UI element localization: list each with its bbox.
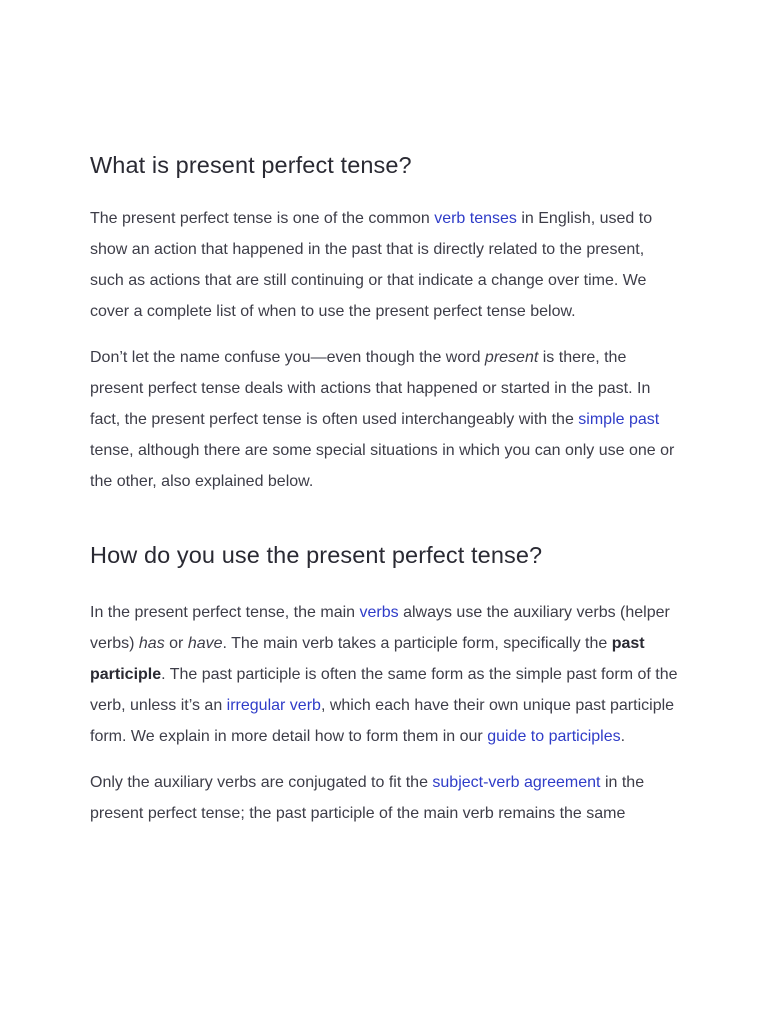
link-simple-past[interactable]: simple past [578,411,660,428]
text-span: in English, used to show an action that happened in the past that is directly related to the present, such as actions that are still continuing or that indicate a change over time. We cover a complete list of when to use the present perfect tense below. [90,210,653,320]
link-guide-to-participles[interactable]: guide to participles [487,728,621,745]
link-subject-verb-agreement[interactable]: subject-verb agreement [432,774,601,791]
link-irregular-verb[interactable]: irregular verb [226,697,321,714]
text-span: Only the auxiliary verbs are conjugated to fit the [90,774,433,791]
text-span: . The past participle is often the same form as the simple past form of the verb, unless it’s an [90,666,678,714]
text-span: or [164,635,188,652]
text-span: in the present perfect tense; the past participle of the main verb remains the same [90,774,645,822]
text-span: , which each have their own unique past participle form. We explain in more detail how to form them in our [90,697,675,745]
emphasis-has: has [138,635,165,652]
strong-past-participle: past participle [90,635,645,683]
text-span: tense, although there are some special situations in which you can only use one or the other, also explained below. [90,442,675,490]
emphasis-have: have [187,635,223,652]
text-span: . [620,728,626,745]
heading-what-is-present-perfect: What is present perfect tense? [90,152,412,178]
link-verbs[interactable]: verbs [359,604,399,621]
emphasis-present: present [484,349,539,366]
link-verb-tenses[interactable]: verb tenses [434,210,517,227]
text-span: always use the auxiliary verbs (helper verbs) [90,604,670,652]
text-span: In the present perfect tense, the main [90,604,360,621]
text-span: The present perfect tense is one of the common [90,210,435,227]
paragraph-conjugation [90,767,678,829]
heading-how-to-use: How do you use the present perfect tense? [90,542,543,568]
paragraph-intro [90,203,678,327]
paragraph-usage [90,597,678,752]
text-span: Don’t let the name confuse you—even though the word [90,349,485,366]
text-span: is there, the present perfect tense deals with actions that happened or started in the past. In fact, the present perfect tense is often used interchangeably with the [90,349,651,428]
text-span: . The main verb takes a participle form, specifically the [222,635,612,652]
paragraph-name-confusion [90,342,678,497]
